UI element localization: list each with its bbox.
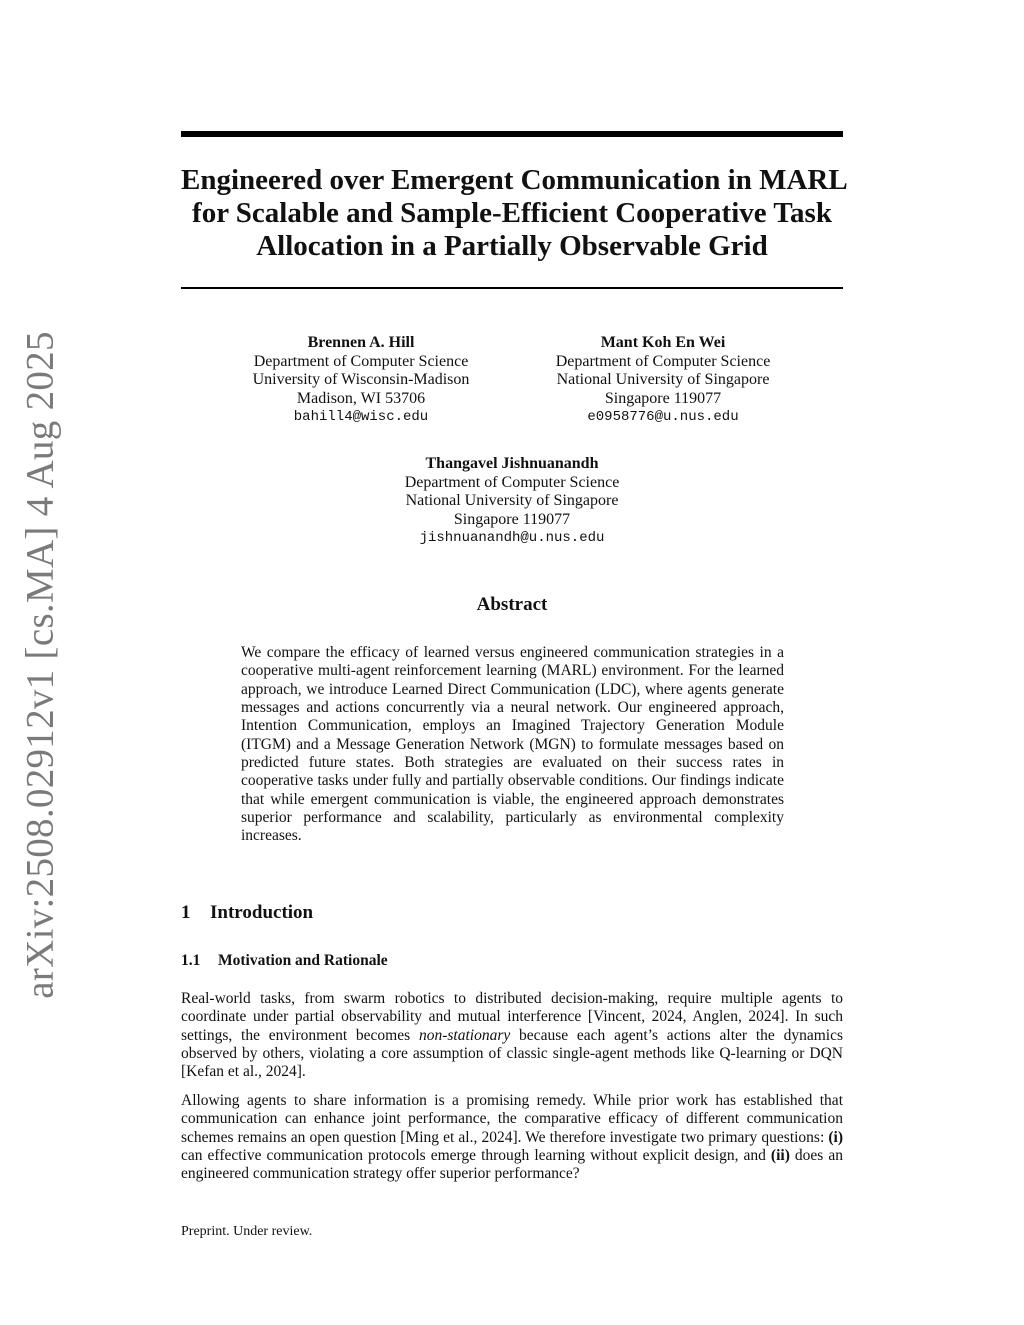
subsection-heading	[181, 952, 388, 970]
author-block	[362, 455, 662, 548]
paragraph-text: Allowing agents to share information is a promising remedy. While prior work has established that communication can enhance joint performance, the comparative efficacy of different communication schemes remains an open question [Ming et al., 2024]. We therefore investigate two primary questions:	[181, 1092, 843, 1146]
paragraph-text: because each agent’s actions alter the dynamics observed by others, violating a core assumption of classic single-agent methods like Q-learning or DQN [Kefan et al., 2024].	[181, 1026, 843, 1081]
author-department: Department of Computer Science	[555, 352, 771, 370]
title-bottom-rule	[181, 287, 843, 289]
title-line: Engineered over Emergent Communication in MARL	[181, 164, 848, 196]
title-top-rule	[181, 131, 843, 137]
author-name: Brennen A. Hill	[307, 334, 415, 351]
author-name: Mant Koh En Wei	[600, 334, 726, 351]
paragraph-text: can effective communication protocols emerge through learning without explicit design, and	[181, 1147, 771, 1165]
footer-note: Preprint. Under review.	[181, 1224, 313, 1239]
author-email: bahill4@wisc.edu	[293, 409, 429, 425]
author-department: Department of Computer Science	[404, 473, 620, 491]
question-marker: (ii)	[770, 1147, 790, 1165]
paper-title	[181, 164, 848, 263]
author-institution: National University of Singapore	[556, 371, 770, 388]
title-line: for Scalable and Sample-Efficient Cooperative Task	[192, 197, 832, 229]
author-address: Madison, WI 53706	[296, 389, 426, 407]
subsection-number: 1.1	[181, 952, 201, 969]
author-address: Singapore 119077	[453, 510, 571, 528]
author-block	[527, 334, 799, 427]
section-title: Introduction	[210, 902, 314, 923]
arxiv-identifier-text: arXiv:2508.02912v1 [cs.MA] 4 Aug 2025	[18, 331, 62, 999]
author-block	[225, 334, 497, 427]
emphasized-term: non-stationary	[418, 1026, 511, 1044]
abstract-text: We compare the efficacy of learned versus engineered communication strategies in a cooperative multi-agent reinforcement learning (MARL) environment. For the learned approach, we introduce Learned Direct Communication (LDC), where agents generate messages and actions concurrently via a neural network. Our engineered approach, Intention Communication, employs an Imagined Trajectory Generation Module (ITGM) and a Message Generation Network (MGN) to formulate messages based on predicted future states. Both strategies are evaluated on their success rates in cooperative tasks under fully and partially observable conditions. Our findings indicate that while emergent communication is viable, the engineered approach demonstrates superior performance and scalability, particularly as environmental complexity increases.	[241, 644, 784, 845]
body-paragraph	[181, 1092, 843, 1184]
author-address: Singapore 119077	[604, 389, 722, 407]
section-heading	[181, 902, 313, 924]
subsection-title: Motivation and Rationale	[218, 952, 388, 969]
author-institution: University of Wisconsin-Madison	[252, 371, 470, 388]
author-name: Thangavel Jishnuanandh	[425, 455, 599, 472]
author-email: e0958776@u.nus.edu	[587, 409, 739, 425]
author-email: jishnuanandh@u.nus.edu	[419, 530, 605, 546]
paragraph-text: does an engineered communication strategy offer superior performance?	[181, 1147, 843, 1183]
section-number: 1	[181, 902, 191, 923]
title-line: Allocation in a Partially Observable Grid	[256, 230, 768, 262]
paragraph-text: Real-world tasks, from swarm robotics to distributed decision-making, require multiple agents to coordinate under partial observability and mutual interference [Vincent, 2024, Anglen, 2024]. In such settings, the environment becomes	[181, 990, 843, 1044]
question-marker: (i)	[828, 1128, 843, 1146]
author-department: Department of Computer Science	[253, 352, 469, 370]
abstract-heading: Abstract	[476, 594, 548, 615]
body-paragraph	[181, 990, 843, 1082]
author-institution: National University of Singapore	[405, 492, 619, 509]
